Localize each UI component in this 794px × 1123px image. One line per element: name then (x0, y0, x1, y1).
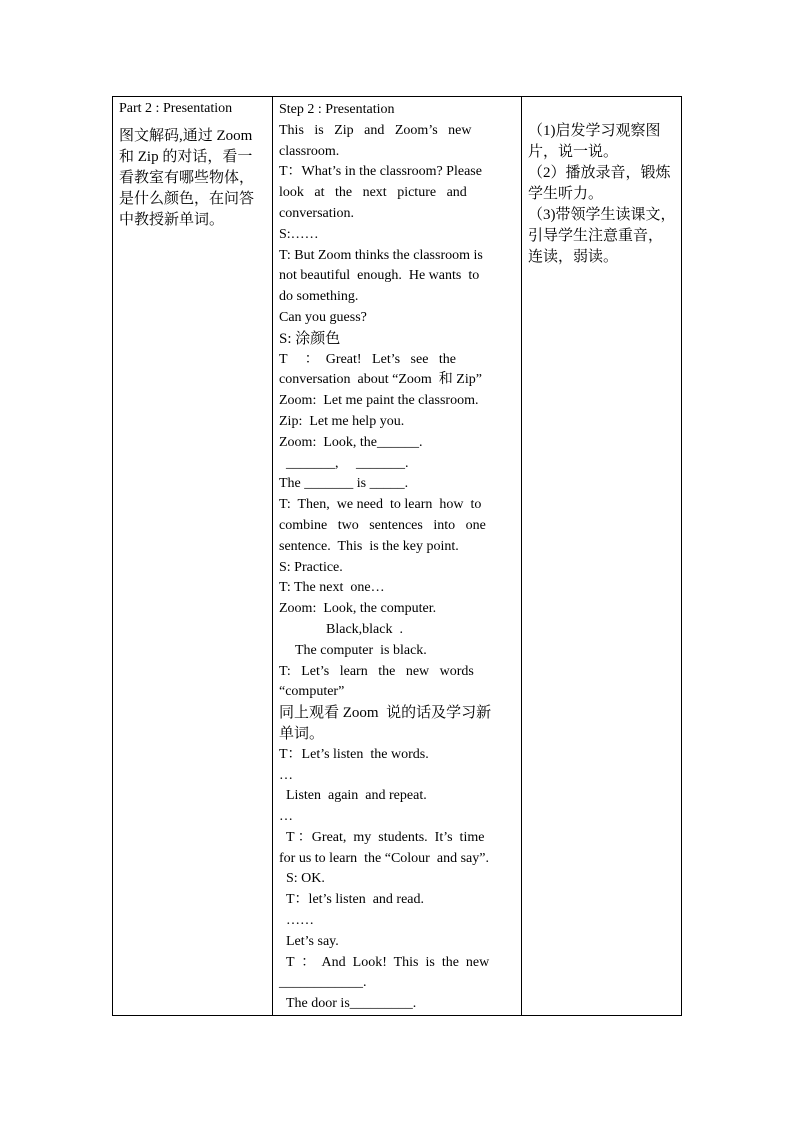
procedure-line: conversation about “Zoom 和 Zip” (279, 372, 482, 388)
procedure-line: T：Let’s listen the words. (279, 746, 429, 762)
procedure-line: S: Practice. (279, 559, 343, 575)
stage-cell (113, 97, 273, 1016)
procedure-line: T: But Zoom thinks the classroom is (279, 247, 483, 263)
purpose-line: 片，说一说。 (528, 144, 619, 160)
procedure-line: Let’s say. (286, 933, 339, 949)
purpose-line: （2）播放录音，锻炼 (528, 165, 671, 181)
stage-description (119, 126, 266, 231)
procedure-line: Zoom: Look, the______. (279, 434, 423, 450)
procedure-line: The door is_________. (286, 996, 417, 1012)
procedure-line: conversation. (279, 205, 355, 221)
procedure-line: T: Let’s learn the new words (279, 663, 474, 679)
procedure-line: S: OK. (286, 871, 325, 887)
procedure-line: … (279, 767, 293, 783)
stage-description-line: 看教室有哪些物体， (119, 170, 255, 186)
stage-description-line: 是什么颜色，在问答 (119, 191, 255, 207)
procedure-line: Black,black . (326, 621, 403, 637)
procedure-heading: Step 2 : Presentation (279, 102, 395, 117)
procedure-line: Zip: Let me help you. (279, 413, 405, 429)
procedure-line: … (279, 809, 293, 825)
procedure-line: Zoom: Let me paint the classroom. (279, 393, 479, 409)
purpose-cell (522, 97, 682, 1016)
purpose-line: 连读，弱读。 (528, 249, 619, 265)
procedure-line: classroom. (279, 143, 340, 159)
procedure-line: “computer” (279, 684, 345, 700)
purpose-line: 引导学生注意重音， (528, 228, 664, 244)
procedure-line: S: 涂颜色 (279, 330, 341, 347)
table-row (113, 97, 682, 1016)
procedure-line: sentence. This is the key point. (279, 538, 459, 554)
procedure-line: …… (286, 913, 314, 929)
procedure-line: T：What’s in the classroom? Please (279, 164, 482, 180)
procedure-line: T ： Great! Let’s see the (279, 351, 457, 367)
procedure-line: 同上观看 Zoom 说的话及学习新 (279, 705, 492, 722)
stage-description-line: 和 Zip 的对话，看一 (119, 149, 253, 165)
procedure-line: Zoom: Look, the computer. (279, 601, 437, 617)
procedure-line: T: Then, we need to learn how to (279, 497, 482, 513)
procedure-line: do something. (279, 289, 359, 305)
procedure-line: for us to learn the “Colour and say”. (279, 850, 489, 866)
procedure-line: not beautiful enough. He wants to (279, 268, 480, 284)
procedure-line: T ：Great, my students. It’s time (286, 829, 485, 845)
purpose-line: 学生听力。 (528, 186, 604, 202)
procedure-line: combine two sentences into one (279, 517, 486, 533)
procedure-line: T: The next one… (279, 580, 385, 596)
stage-description-line: 图文解码,通过 Zoom (119, 128, 253, 144)
procedure-cell (273, 97, 522, 1016)
purpose-line: （3)带领学生读课文， (528, 207, 676, 223)
procedure-line: Can you guess? (279, 309, 367, 325)
stage-heading: Part 2 : Presentation (119, 101, 233, 116)
procedure-line: This is Zip and Zoom’s new (279, 122, 472, 138)
procedure-line: _______, _______. (286, 455, 409, 471)
procedure-line: The computer is black. (295, 642, 427, 658)
stage-description-line: 中教授新单词。 (119, 212, 225, 228)
procedure-line: T：let’s listen and read. (286, 892, 425, 908)
procedure-line: S:…… (279, 226, 319, 242)
purpose-line: （1)启发学习观察图 (528, 123, 661, 139)
procedure-line: 单词。 (279, 725, 325, 742)
procedure-line: The _______ is _____. (279, 476, 409, 492)
procedure-line: T ： And Look! This is the new (286, 954, 490, 970)
procedure-line: look at the next picture and (279, 185, 467, 201)
lesson-plan-table (112, 96, 682, 1016)
procedure-line: ____________. (279, 975, 367, 991)
procedure-line: Listen again and repeat. (286, 788, 427, 804)
